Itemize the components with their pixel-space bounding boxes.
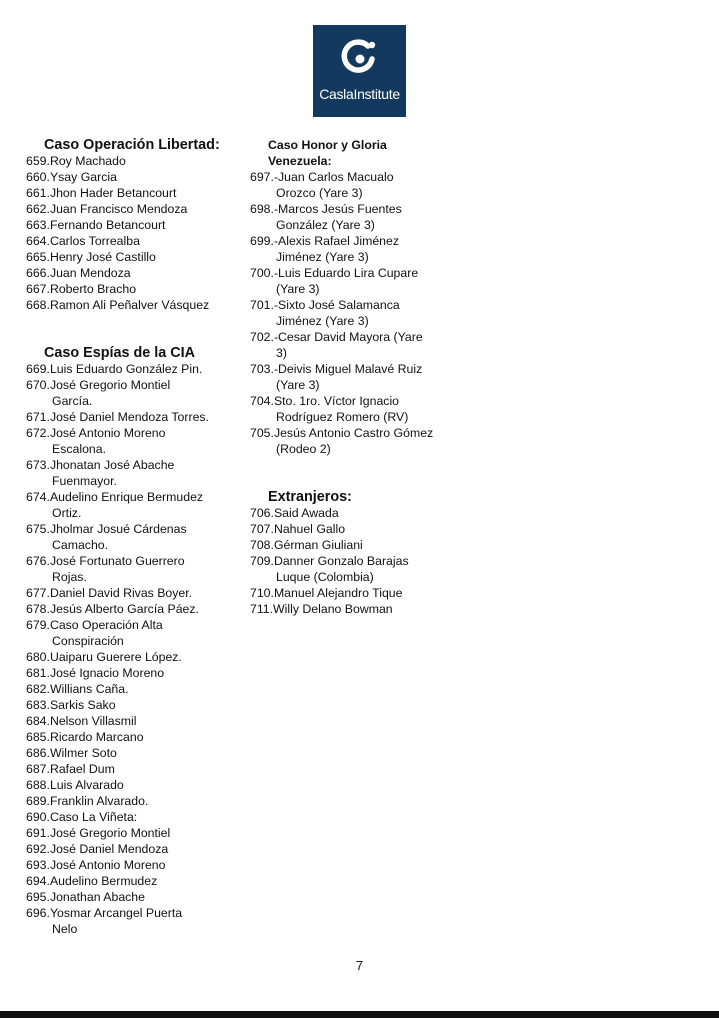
list-item: [26, 169, 246, 185]
item-continuation-line: Luque (Colombia): [276, 570, 374, 584]
item-number: 667.: [26, 282, 50, 296]
item-text: [50, 250, 156, 264]
item-number: 692.: [26, 842, 50, 856]
list-item: [26, 665, 246, 681]
item-line: Luis Eduardo González Pin.: [49, 362, 203, 376]
list-item: [26, 233, 246, 249]
item-number: 685.: [26, 730, 50, 744]
item-line: Juan Francisco Mendoza: [49, 202, 188, 216]
item-line: Luis Alvarado: [49, 778, 124, 792]
logo-text: [319, 86, 400, 102]
list-item: [26, 361, 246, 377]
item-number: 663.: [26, 218, 50, 232]
item-number: 660.: [26, 170, 50, 184]
item-text: [50, 154, 126, 168]
item-number: 700.: [250, 266, 274, 280]
item-line: Jholmar Josué Cárdenas: [49, 522, 187, 536]
item-number: 686.: [26, 746, 50, 760]
item-number: 710.: [250, 586, 274, 600]
item-continuation-line: Jiménez (Yare 3): [276, 314, 369, 328]
item-line: José Antonio Moreno: [49, 858, 166, 872]
item-number: 676.: [26, 554, 50, 568]
item-continuation-line: Escalona.: [52, 442, 107, 456]
list-item: [250, 585, 465, 601]
item-text: [274, 586, 403, 600]
section-heading-operacion-libertad: Caso Operación Libertad:: [44, 137, 220, 153]
item-number: 681.: [26, 666, 50, 680]
item-text: [50, 602, 199, 616]
item-text: [50, 218, 166, 232]
item-line: Audelino Enrique Bermudez: [49, 490, 204, 504]
item-line: Roy Machado: [49, 154, 126, 168]
item-continuation-line: 3): [276, 346, 287, 360]
item-number: 691.: [26, 826, 50, 840]
list-item: [26, 249, 246, 265]
item-text: [50, 810, 137, 824]
item-number: 683.: [26, 698, 50, 712]
item-text: [50, 858, 166, 872]
list-item: [26, 793, 246, 809]
item-line: Sto. 1ro. Víctor Ignacio: [273, 394, 400, 408]
list-item: [26, 585, 246, 601]
list-item: [26, 201, 246, 217]
item-number: 673.: [26, 458, 50, 472]
list-item: [26, 841, 246, 857]
item-continuation-line: Rojas.: [52, 570, 87, 584]
item-line: José Ignacio Moreno: [49, 666, 165, 680]
item-line: Roberto Bracho: [49, 282, 137, 296]
item-text: [50, 362, 202, 376]
item-number: 709.: [250, 554, 274, 568]
item-number: 680.: [26, 650, 50, 664]
item-text: [50, 890, 145, 904]
item-text: [250, 170, 465, 201]
item-text: [26, 522, 246, 553]
item-text: [50, 762, 115, 776]
item-continuation-line: Camacho.: [52, 538, 109, 552]
item-text: [274, 506, 339, 520]
item-text: [26, 458, 246, 489]
item-line: Henry José Castillo: [49, 250, 156, 264]
item-line: José Daniel Mendoza: [49, 842, 169, 856]
item-text: [50, 730, 144, 744]
list-item: [26, 681, 246, 697]
list-item: [26, 713, 246, 729]
item-number: 690.: [26, 810, 50, 824]
list-item: [26, 489, 246, 521]
item-continuation-line: González (Yare 3): [276, 218, 375, 232]
item-number: 678.: [26, 602, 50, 616]
item-line: Ramon Ali Peñalver Vásquez: [49, 298, 210, 312]
list-item: [26, 265, 246, 281]
list-item: [26, 729, 246, 745]
item-number: 707.: [250, 522, 274, 536]
item-continuation-line: Ortiz.: [52, 506, 82, 520]
list-item: [26, 857, 246, 873]
item-text: [26, 426, 246, 457]
item-line: José Gregorio Montiel: [49, 826, 171, 840]
item-text: [50, 410, 209, 424]
list-item: [250, 233, 465, 265]
item-line: Sarkis Sako: [49, 698, 116, 712]
item-continuation-line: Fuenmayor.: [52, 474, 117, 488]
item-text: [50, 666, 164, 680]
item-line: José Antonio Moreno: [49, 426, 166, 440]
item-text: [250, 266, 465, 297]
list-item: [250, 265, 465, 297]
item-number: 701.: [250, 298, 274, 312]
item-text: [250, 394, 465, 425]
item-text: [50, 874, 157, 888]
list-item: [26, 745, 246, 761]
list-item: [26, 377, 246, 409]
item-text: [50, 266, 131, 280]
item-number: 677.: [26, 586, 50, 600]
item-continuation-line: Orozco (Yare 3): [276, 186, 363, 200]
item-line: Jesús Antonio Castro Gómez: [273, 426, 434, 440]
item-continuation-line: Jiménez (Yare 3): [276, 250, 369, 264]
item-line: Carlos Torrealba: [49, 234, 140, 248]
list-item: [26, 761, 246, 777]
item-text: [50, 650, 182, 664]
item-number: 672.: [26, 426, 50, 440]
section-heading-extranjeros: Extranjeros:: [268, 489, 352, 505]
page-number: 7: [355, 958, 364, 973]
item-text: [250, 298, 465, 329]
item-number: 687.: [26, 762, 50, 776]
item-number: 675.: [26, 522, 50, 536]
item-line: Wilmer Soto: [49, 746, 117, 760]
list-item: [26, 809, 246, 825]
item-line: Willians Caña.: [49, 682, 129, 696]
item-number: 706.: [250, 506, 274, 520]
item-line: Fernando Betancourt: [49, 218, 166, 232]
item-line: Jhon Hader Betancourt: [49, 186, 177, 200]
item-number: 689.: [26, 794, 50, 808]
item-text: [250, 234, 465, 265]
item-number: 697.: [250, 170, 274, 184]
item-number: 661.: [26, 186, 50, 200]
item-line: Yosmar Arcangel Puerta: [49, 906, 183, 920]
list-item: [26, 153, 246, 169]
item-line: Jhonatan José Abache: [49, 458, 175, 472]
item-text: [50, 746, 117, 760]
item-text: [50, 842, 168, 856]
list-item: [26, 521, 246, 553]
item-line: Uaiparu Guerere López.: [49, 650, 182, 664]
list-item: [26, 649, 246, 665]
item-number: 699.: [250, 234, 274, 248]
item-line: Jesús Alberto García Páez.: [49, 602, 199, 616]
item-text: [274, 522, 345, 536]
item-number: 688.: [26, 778, 50, 792]
item-line: Gérman Giuliani: [273, 538, 363, 552]
item-text: [26, 618, 246, 649]
item-text: [250, 554, 465, 585]
list-item: [26, 777, 246, 793]
item-number: 674.: [26, 490, 50, 504]
item-text: [26, 906, 246, 937]
list-item: [250, 297, 465, 329]
item-text: [50, 714, 137, 728]
item-text: [50, 794, 148, 808]
list-item: [26, 425, 246, 457]
item-text: [50, 186, 176, 200]
item-line: Daniel David Rivas Boyer.: [49, 586, 193, 600]
list-item: [26, 601, 246, 617]
list-operacion-libertad: [26, 153, 246, 313]
item-line: José Gregorio Montiel: [49, 378, 171, 392]
item-text: [26, 378, 246, 409]
item-number: 698.: [250, 202, 274, 216]
item-line: José Daniel Mendoza Torres.: [49, 410, 209, 424]
item-text: [50, 170, 117, 184]
casla-institute-logo: [313, 25, 406, 117]
item-line: -Marcos Jesús Fuentes: [273, 202, 402, 216]
item-number: 695.: [26, 890, 50, 904]
item-number: 704.: [250, 394, 274, 408]
section-heading-espias-cia: Caso Espías de la CIA: [44, 345, 195, 361]
list-item: [250, 329, 465, 361]
list-item: [250, 521, 465, 537]
item-line: Said Awada: [273, 506, 339, 520]
list-item: [250, 537, 465, 553]
list-item: [26, 697, 246, 713]
list-item: [26, 905, 246, 937]
list-item: [26, 185, 246, 201]
list-honor-gloria: [250, 169, 465, 457]
item-line: -Alexis Rafael Jiménez: [273, 234, 400, 248]
item-line: Audelino Bermudez: [49, 874, 158, 888]
item-text: [250, 426, 465, 457]
item-line: Caso Operación Alta: [49, 618, 163, 632]
item-line: Juan Mendoza: [49, 266, 131, 280]
item-line: Danner Gonzalo Barajas: [273, 554, 409, 568]
item-line: José Fortunato Guerrero: [49, 554, 185, 568]
item-number: 668.: [26, 298, 50, 312]
section-heading-honor-gloria: [250, 137, 465, 169]
list-espias-cia: [26, 361, 246, 937]
item-text: [250, 202, 465, 233]
right-column: [250, 137, 465, 617]
section-heading-honor-gloria-line2: Venezuela:: [268, 154, 332, 168]
item-text: [250, 362, 465, 393]
casla-logo-icon: [341, 37, 379, 77]
item-number: 696.: [26, 906, 50, 920]
item-line: Franklin Alvarado.: [49, 794, 149, 808]
item-continuation-line: Conspiración: [52, 634, 124, 648]
list-item: [250, 425, 465, 457]
logo-text-accent: Institute: [353, 86, 400, 102]
item-number: 682.: [26, 682, 50, 696]
item-text: [50, 586, 192, 600]
item-text: [50, 682, 129, 696]
item-line: Rafael Dum: [49, 762, 115, 776]
item-line: -Sixto José Salamanca: [273, 298, 400, 312]
item-line: -Cesar David Mayora (Yare: [273, 330, 423, 344]
list-item: [250, 601, 465, 617]
item-text: [50, 234, 140, 248]
item-text: [50, 698, 116, 712]
bottom-edge-bar: [0, 1011, 719, 1018]
list-item: [26, 617, 246, 649]
item-continuation-line: (Rodeo 2): [276, 442, 331, 456]
item-text: [26, 490, 246, 521]
item-continuation-line: (Yare 3): [276, 282, 320, 296]
list-item: [250, 505, 465, 521]
item-line: Nahuel Gallo: [273, 522, 346, 536]
list-extranjeros: [250, 505, 465, 617]
item-number: 708.: [250, 538, 274, 552]
item-number: 671.: [26, 410, 50, 424]
item-number: 684.: [26, 714, 50, 728]
item-text: [273, 602, 393, 616]
item-number: 702.: [250, 330, 274, 344]
item-number: 703.: [250, 362, 274, 376]
item-text: [50, 298, 209, 312]
left-column: [26, 137, 246, 937]
item-continuation-line: (Yare 3): [276, 378, 320, 392]
item-number: 670.: [26, 378, 50, 392]
item-number: 662.: [26, 202, 50, 216]
item-text: [50, 778, 124, 792]
item-line: -Deivis Miguel Malavé Ruiz: [273, 362, 423, 376]
item-line: Jonathan Abache: [49, 890, 145, 904]
item-text: [26, 554, 246, 585]
logo-text-main: Casla: [319, 86, 354, 102]
list-item: [26, 457, 246, 489]
item-number: 666.: [26, 266, 50, 280]
item-line: Ricardo Marcano: [49, 730, 144, 744]
item-line: Caso La Viñeta:: [49, 810, 138, 824]
item-continuation-line: García.: [52, 394, 93, 408]
item-number: 693.: [26, 858, 50, 872]
section-heading-honor-gloria-line1: Caso Honor y Gloria: [268, 138, 387, 152]
item-line: Willy Delano Bowman: [273, 602, 393, 616]
list-item: [26, 825, 246, 841]
list-item: [250, 393, 465, 425]
list-item: [26, 297, 246, 313]
item-continuation-line: Nelo: [52, 922, 78, 936]
item-number: 669.: [26, 362, 50, 376]
item-text: [250, 330, 465, 361]
item-number: 694.: [26, 874, 50, 888]
item-line: Nelson Villasmil: [49, 714, 137, 728]
item-line: -Juan Carlos Macualo: [273, 170, 394, 184]
item-line: Ysay Garcia: [49, 170, 117, 184]
list-item: [250, 201, 465, 233]
item-text: [50, 202, 187, 216]
list-item: [250, 169, 465, 201]
item-number: 679.: [26, 618, 50, 632]
list-item: [26, 873, 246, 889]
list-item: [250, 553, 465, 585]
list-item: [26, 553, 246, 585]
item-continuation-line: Rodríguez Romero (RV): [276, 410, 409, 424]
item-number: 711.: [250, 602, 274, 616]
item-line: -Luis Eduardo Lira Cupare: [273, 266, 419, 280]
item-text: [274, 538, 363, 552]
list-item: [26, 889, 246, 905]
list-item: [26, 409, 246, 425]
item-number: 705.: [250, 426, 274, 440]
item-number: 665.: [26, 250, 50, 264]
list-item: [26, 281, 246, 297]
item-line: Manuel Alejandro Tique: [273, 586, 403, 600]
item-number: 659.: [26, 154, 50, 168]
list-item: [250, 361, 465, 393]
item-text: [50, 826, 170, 840]
item-number: 664.: [26, 234, 50, 248]
list-item: [26, 217, 246, 233]
item-text: [50, 282, 136, 296]
